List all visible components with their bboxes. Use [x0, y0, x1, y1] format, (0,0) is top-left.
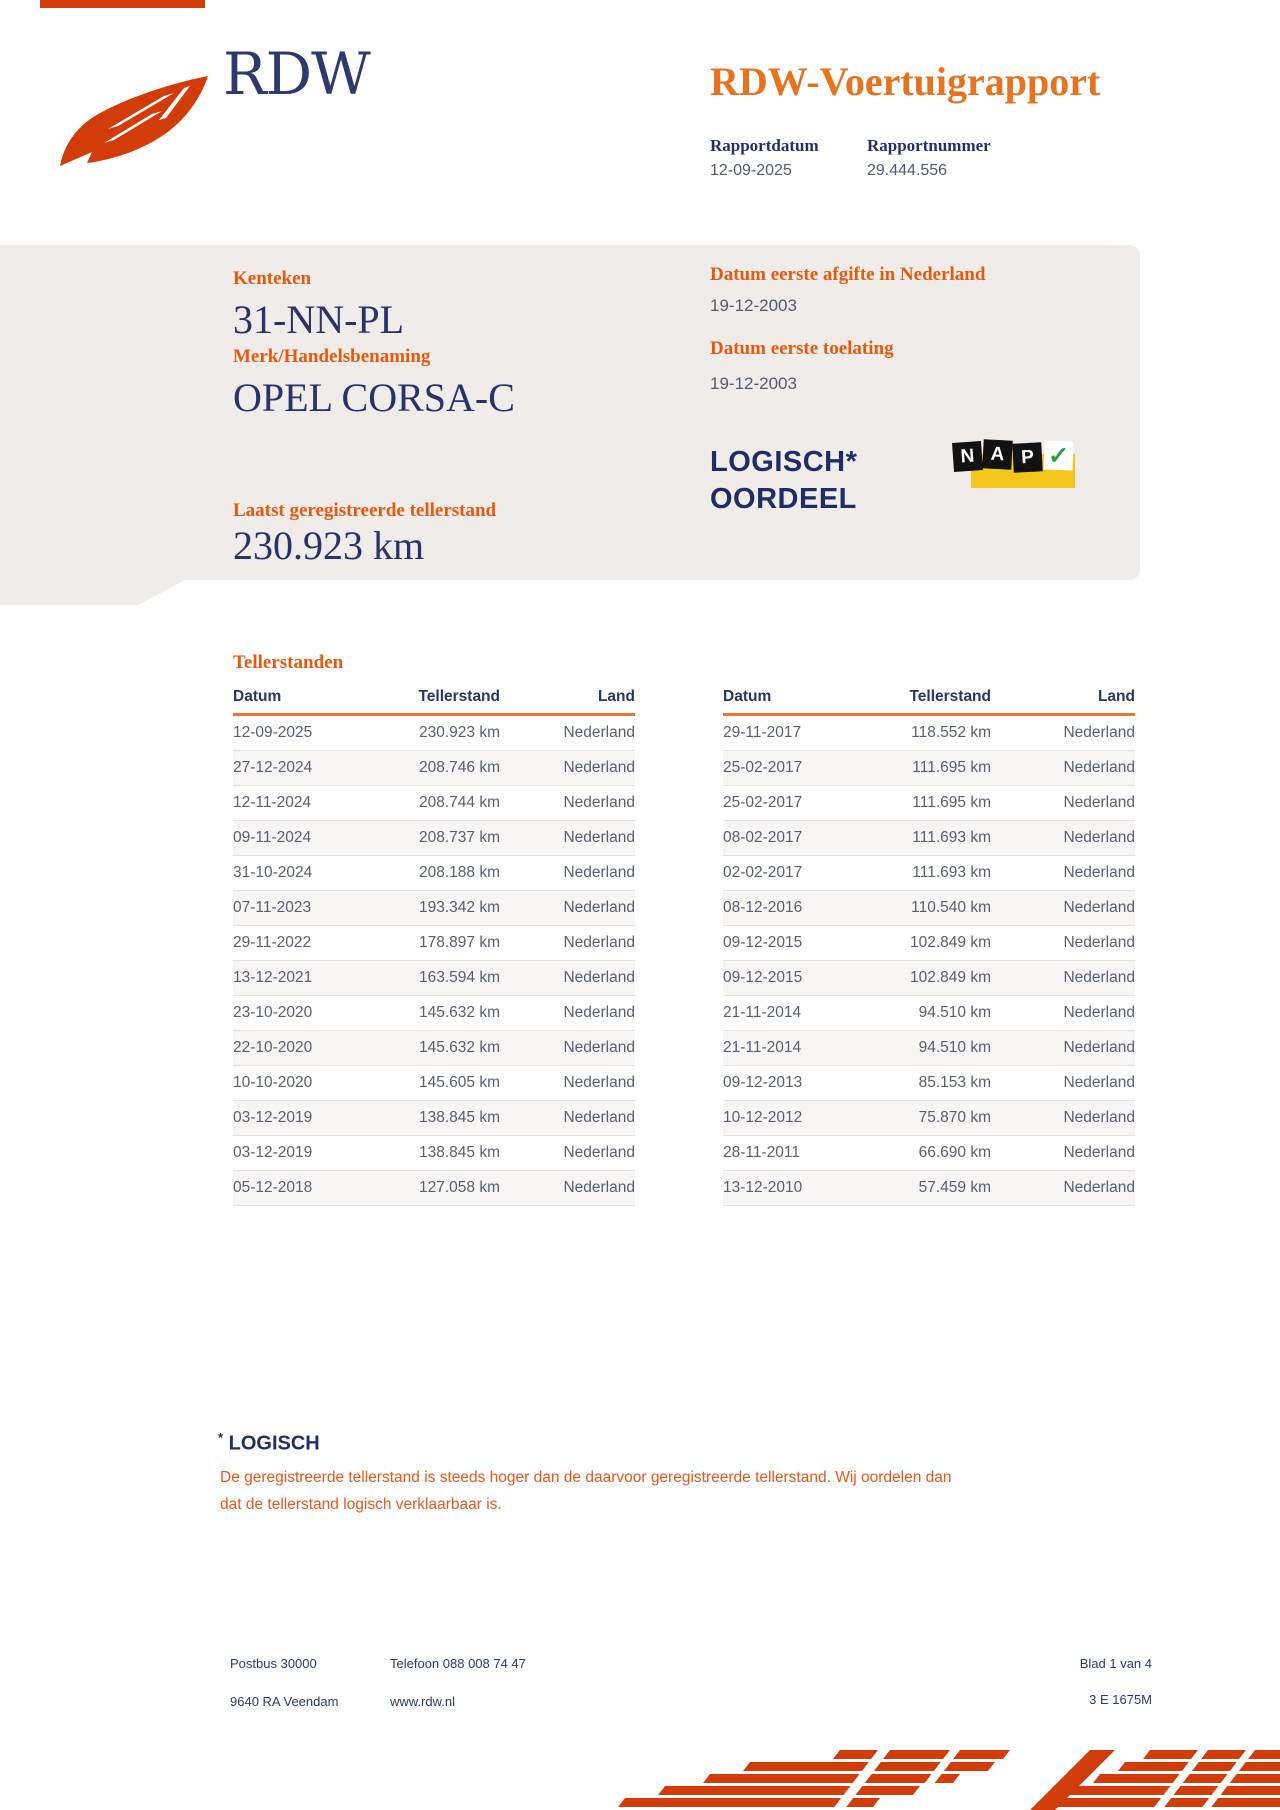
cell-datum: 03-12-2019: [233, 1109, 313, 1126]
cell-tellerstand: 193.342 km: [419, 899, 500, 916]
tellerstanden-section-title: Tellerstanden: [233, 652, 344, 673]
cell-datum: 09-11-2024: [233, 829, 312, 846]
table-row: [723, 1101, 1135, 1136]
cell-land: Nederland: [1063, 829, 1135, 846]
table-row: [723, 1031, 1135, 1066]
toelating-value: 19-12-2003: [710, 374, 797, 393]
table-row: [233, 996, 635, 1031]
table-row: [723, 821, 1135, 856]
cell-land: Nederland: [1063, 1109, 1135, 1126]
report-date-label: Rapportdatum: [710, 136, 819, 155]
table-row: [233, 751, 635, 786]
explanation-line2: dat de tellerstand logisch verklaarbaar is.: [220, 1496, 502, 1513]
cell-tellerstand: 138.845 km: [419, 1144, 500, 1161]
cell-datum: 10-10-2020: [233, 1074, 313, 1091]
report-date-value: 12-09-2025: [710, 162, 792, 179]
top-orange-strip: [40, 0, 205, 8]
cell-tellerstand: 145.605 km: [419, 1074, 500, 1091]
table-row: [723, 926, 1135, 961]
tellerstand-value: 230.923 km: [233, 523, 425, 568]
cell-land: Nederland: [563, 724, 635, 741]
cell-datum: 08-02-2017: [723, 829, 803, 846]
table-row: [233, 821, 635, 856]
cell-datum: 27-12-2024: [233, 759, 313, 776]
odometer-table-right: [723, 688, 1135, 1206]
cell-tellerstand: 230.923 km: [419, 724, 500, 741]
cell-land: Nederland: [563, 794, 635, 811]
cell-land: Nederland: [1063, 794, 1135, 811]
cell-datum: 13-12-2010: [723, 1179, 803, 1196]
cell-tellerstand: 85.153 km: [918, 1074, 991, 1091]
nap-letter-a: A: [982, 439, 1012, 469]
cell-tellerstand: 111.695 km: [912, 794, 991, 811]
tellerstand-label: Laatst geregistreerde tellerstand: [233, 500, 497, 521]
cell-land: Nederland: [563, 864, 635, 881]
cell-tellerstand: 94.510 km: [918, 1039, 991, 1056]
vehicle-summary-panel: [0, 245, 1140, 580]
nap-letter-p: P: [1012, 442, 1042, 472]
cell-land: Nederland: [563, 1144, 635, 1161]
cell-tellerstand: 111.693 km: [912, 864, 991, 881]
cell-land: Nederland: [1063, 724, 1135, 741]
footer-page-indicator: Blad 1 van 4: [1079, 1656, 1152, 1671]
cell-land: Nederland: [563, 1004, 635, 1021]
cell-land: Nederland: [563, 759, 635, 776]
cell-tellerstand: 57.459 km: [918, 1179, 991, 1196]
table-row: [723, 786, 1135, 821]
cell-tellerstand: 178.897 km: [419, 934, 500, 951]
cell-tellerstand: 208.746 km: [419, 759, 500, 776]
cell-tellerstand: 208.188 km: [419, 864, 500, 881]
table-row: [723, 716, 1135, 751]
explanation-line1: De geregistreerde tellerstand is steeds hoger dan de daarvoor geregistreerde tellerstand. Wij oordelen dan: [220, 1469, 952, 1486]
cell-datum: 09-12-2013: [723, 1074, 803, 1091]
table-row: [233, 1171, 635, 1206]
cell-datum: 25-02-2017: [723, 759, 803, 776]
cell-datum: 05-12-2018: [233, 1179, 313, 1196]
cell-land: Nederland: [563, 969, 635, 986]
col-header-tellerstand: Tellerstand: [909, 688, 991, 705]
merk-value: OPEL CORSA-C: [233, 375, 515, 420]
table-row: [233, 786, 635, 821]
nap-checkmark-icon: ✓: [1044, 441, 1074, 471]
table-row: [723, 856, 1135, 891]
footer-phone: Telefoon 088 008 74 47: [390, 1656, 526, 1671]
footer-form-code: 3 E 1675M: [1089, 1692, 1152, 1707]
cell-datum: 09-12-2015: [723, 969, 803, 986]
cell-datum: 02-02-2017: [723, 864, 803, 881]
logisch-title-text: LOGISCH: [228, 1432, 320, 1455]
cell-tellerstand: 163.594 km: [419, 969, 500, 986]
report-number-value: 29.444.556: [867, 162, 948, 179]
cell-land: Nederland: [1063, 1039, 1135, 1056]
cell-tellerstand: 111.695 km: [912, 759, 991, 776]
nap-logo: [953, 438, 1078, 494]
table-row: [723, 996, 1135, 1031]
cell-tellerstand: 111.693 km: [912, 829, 991, 846]
nap-letter-n: N: [952, 441, 983, 472]
table-row: [723, 1171, 1135, 1206]
footer-website: www.rdw.nl: [390, 1694, 456, 1709]
cell-datum: 03-12-2019: [233, 1144, 313, 1161]
cell-datum: 13-12-2021: [233, 969, 313, 986]
table-row: [233, 1031, 635, 1066]
cell-land: Nederland: [563, 1109, 635, 1126]
cell-land: Nederland: [563, 1179, 635, 1196]
vehicle-summary-panel-tab: [0, 580, 185, 605]
table-row: [233, 1101, 635, 1136]
table-header-row: [233, 688, 635, 716]
table-row: [233, 1136, 635, 1171]
cell-datum: 07-11-2023: [233, 899, 312, 916]
table-header-row: [723, 688, 1135, 716]
table-row: [233, 716, 635, 751]
bottom-stripe-graphic: [610, 1750, 1280, 1810]
col-header-datum: Datum: [723, 688, 772, 705]
cell-datum: 10-12-2012: [723, 1109, 803, 1126]
col-header-datum: Datum: [233, 688, 282, 705]
rdw-feather-logo-icon: [56, 74, 214, 172]
table-row: [233, 926, 635, 961]
cell-tellerstand: 110.540 km: [911, 899, 991, 916]
table-row: [233, 891, 635, 926]
cell-land: Nederland: [1063, 899, 1135, 916]
cell-datum: 29-11-2017: [723, 724, 802, 741]
afgifte-label: Datum eerste afgifte in Nederland: [710, 264, 986, 285]
cell-datum: 31-10-2024: [233, 864, 313, 881]
kenteken-value: 31-NN-PL: [233, 297, 405, 342]
table-row: [723, 1066, 1135, 1101]
cell-tellerstand: 75.870 km: [918, 1109, 991, 1126]
cell-datum: 08-12-2016: [723, 899, 803, 916]
cell-tellerstand: 118.552 km: [911, 724, 991, 741]
cell-datum: 22-10-2020: [233, 1039, 313, 1056]
cell-datum: 12-11-2024: [233, 794, 312, 811]
cell-tellerstand: 145.632 km: [419, 1004, 500, 1021]
table-row: [723, 961, 1135, 996]
cell-land: Nederland: [1063, 934, 1135, 951]
merk-label: Merk/Handelsbenaming: [233, 346, 431, 367]
logisch-explanation-title: [218, 1430, 320, 1456]
col-header-land: Land: [1097, 688, 1135, 705]
cell-tellerstand: 102.849 km: [910, 934, 991, 951]
table-right-body: [723, 716, 1135, 1206]
cell-land: Nederland: [563, 1039, 635, 1056]
cell-tellerstand: 208.737 km: [419, 829, 500, 846]
table-row: [723, 1136, 1135, 1171]
cell-land: Nederland: [563, 934, 635, 951]
cell-tellerstand: 208.744 km: [419, 794, 500, 811]
logisch-asterisk: *: [218, 1430, 224, 1445]
cell-land: Nederland: [1063, 1004, 1135, 1021]
cell-datum: 21-11-2014: [723, 1004, 802, 1021]
footer-address-line1: Postbus 30000: [230, 1656, 317, 1671]
report-number-label: Rapportnummer: [867, 136, 991, 155]
cell-datum: 09-12-2015: [723, 934, 803, 951]
footer-address-line2: 9640 RA Veendam: [230, 1694, 339, 1709]
cell-tellerstand: 127.058 km: [419, 1179, 500, 1196]
rdw-wordmark: RDW: [223, 40, 370, 108]
cell-land: Nederland: [1063, 1179, 1135, 1196]
cell-land: Nederland: [1063, 759, 1135, 776]
table-row: [233, 856, 635, 891]
cell-tellerstand: 138.845 km: [419, 1109, 500, 1126]
report-title: RDW-Voertuigrapport: [710, 59, 1101, 104]
oordeel-line1: LOGISCH*: [710, 446, 858, 478]
afgifte-value: 19-12-2003: [710, 296, 797, 315]
cell-land: Nederland: [563, 899, 635, 916]
table-row: [233, 1066, 635, 1101]
cell-datum: 25-02-2017: [723, 794, 803, 811]
toelating-label: Datum eerste toelating: [710, 338, 894, 359]
oordeel-verdict: [710, 444, 857, 518]
odometer-table-left: [233, 688, 635, 1206]
cell-datum: 28-11-2011: [723, 1144, 800, 1161]
table-left-body: [233, 716, 635, 1206]
cell-land: Nederland: [1063, 969, 1135, 986]
cell-datum: 29-11-2022: [233, 934, 312, 951]
cell-tellerstand: 66.690 km: [918, 1144, 991, 1161]
table-row: [723, 751, 1135, 786]
table-row: [233, 961, 635, 996]
cell-land: Nederland: [1063, 1074, 1135, 1091]
cell-datum: 21-11-2014: [723, 1039, 802, 1056]
oordeel-line2: OORDEEL: [710, 483, 857, 515]
cell-land: Nederland: [1063, 1144, 1135, 1161]
cell-land: Nederland: [563, 1074, 635, 1091]
col-header-land: Land: [597, 688, 635, 705]
cell-tellerstand: 94.510 km: [918, 1004, 991, 1021]
col-header-tellerstand: Tellerstand: [418, 688, 500, 705]
cell-datum: 12-09-2025: [233, 724, 313, 741]
cell-tellerstand: 145.632 km: [419, 1039, 500, 1056]
cell-land: Nederland: [563, 829, 635, 846]
cell-land: Nederland: [1063, 864, 1135, 881]
kenteken-label: Kenteken: [233, 268, 312, 289]
logisch-explanation-body: [220, 1464, 1140, 1518]
table-row: [723, 891, 1135, 926]
cell-datum: 23-10-2020: [233, 1004, 313, 1021]
cell-tellerstand: 102.849 km: [910, 969, 991, 986]
